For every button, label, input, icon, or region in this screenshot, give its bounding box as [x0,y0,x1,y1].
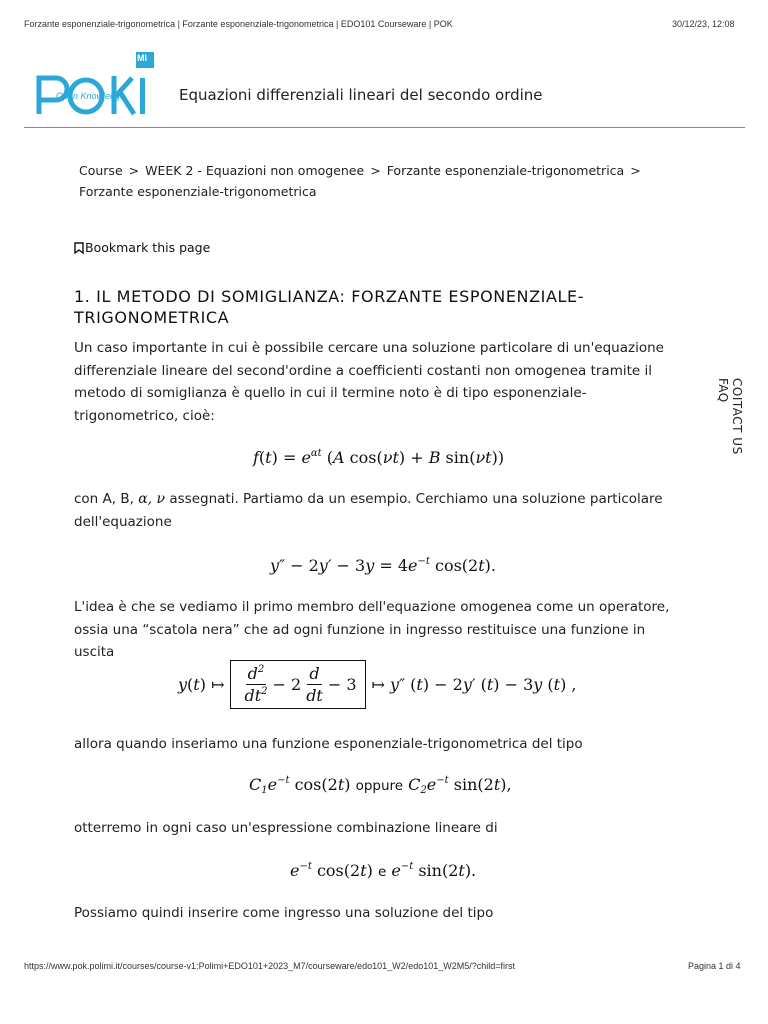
print-header-datetime: 30/12/23, 12:08 [672,19,735,29]
header-divider [24,127,745,128]
equation-input-functions: $C_1e^{-t}$ cos(2t) oppure $C_2e^{-t}$ sin(2t), [249,775,512,796]
logo-badge: MI [137,53,147,63]
equation-operator: y(t) ↦ $\frac{d^2}{dt^2}$ − 2 $\frac{d}{dt}$ − 3 ↦ y″ (t) − 2y′ (t) − 3y (t) , [178,660,576,709]
paragraph-example [74,488,684,533]
paragraph-linear-combination: otterremo in ogni caso un'espressione combinazione lineare di [74,820,498,836]
bookmark-button[interactable] [74,240,210,255]
print-header-title: Forzante esponenziale-trigonometrica | Forzante esponenziale-trigonometrica | EDO101 Courseware | POK [24,19,453,29]
equation-example-ode: $y'' - 2y' - 3y = 4e^{-t}$ cos(2t). [270,556,496,575]
bookmark-label: Bookmark this page [85,240,211,255]
bookmark-icon [74,242,84,254]
section-title: 1. IL METODO DI SOMIGLIANZA: FORZANTE ESPONENZIALE-TRIGONOMETRICA [74,287,585,327]
breadcrumb-separator: > [370,163,381,178]
breadcrumb-week[interactable]: WEEK 2 - Equazioni non omogenee [145,163,365,178]
breadcrumb-separator: > [128,163,140,178]
print-footer-url: https://www.pok.polimi.it/courses/course-v1:Polimi+EDO101+2023_M7/courseware/edo101_W2/edo101_W2M5/?child=first [24,961,515,971]
course-title: Equazioni differenziali lineari del secondo ordine [179,86,543,104]
paragraph-operator: L'idea è che se vediamo il primo membro dell'equazione omogenea come un operatore, ossia una “scatola nera” che ad ogni funzione in ingresso restituisce una funzione in uscita [74,599,670,660]
contact-us-link[interactable]: COITACT US [730,378,744,455]
logo-subtext: Open Knowledge [56,91,126,101]
equation-forcing-term: $f(t) = e^{\alpha t}$ (A cos(νt) + B sin(νt)) [253,448,505,467]
operator-box: $\frac{d^2}{dt^2}$ − 2 $\frac{d}{dt}$ − 3 [230,660,365,709]
paragraph-example-end: assegnati. Partiamo da un esempio. Cerchiamo una soluzione particolare dell'equazione [74,491,663,530]
side-help-links [716,378,744,498]
paragraph-example-start: con A, B, [74,491,139,507]
math-word-or: oppure [355,778,404,794]
math-word-and: e [377,864,387,880]
breadcrumb-course[interactable]: Course [79,163,123,178]
print-footer-page: Pagina 1 di 4 [688,961,741,971]
paragraph-input-type: allora quando inseriamo una funzione esponenziale-trigonometrica del tipo [74,736,583,752]
breadcrumb-current: Forzante esponenziale-trigonometrica [79,184,317,199]
breadcrumb [79,160,679,202]
equation-basis-functions: $e^{-t}$ cos(2t) e $e^{-t}$ sin(2t). [290,861,477,880]
breadcrumb-separator: > [630,163,641,178]
breadcrumb-section[interactable]: Forzante esponenziale-trigonometrica [386,163,625,178]
paragraph-intro: Un caso importante in cui è possibile cercare una soluzione particolare di un'equazione differenziale lineare del second'ordine a coefficienti costanti non omogenea tramite il metodo di somiglianza è quello in cui il termine noto è di tipo esponenziale-trigonometrico, cioè: [74,340,664,424]
paragraph-trial-solution: Possiamo quindi inserire come ingresso una soluzione del tipo [74,905,494,921]
faq-link[interactable]: FAQ [716,378,730,403]
math-alpha-nu: α, ν [138,491,166,507]
